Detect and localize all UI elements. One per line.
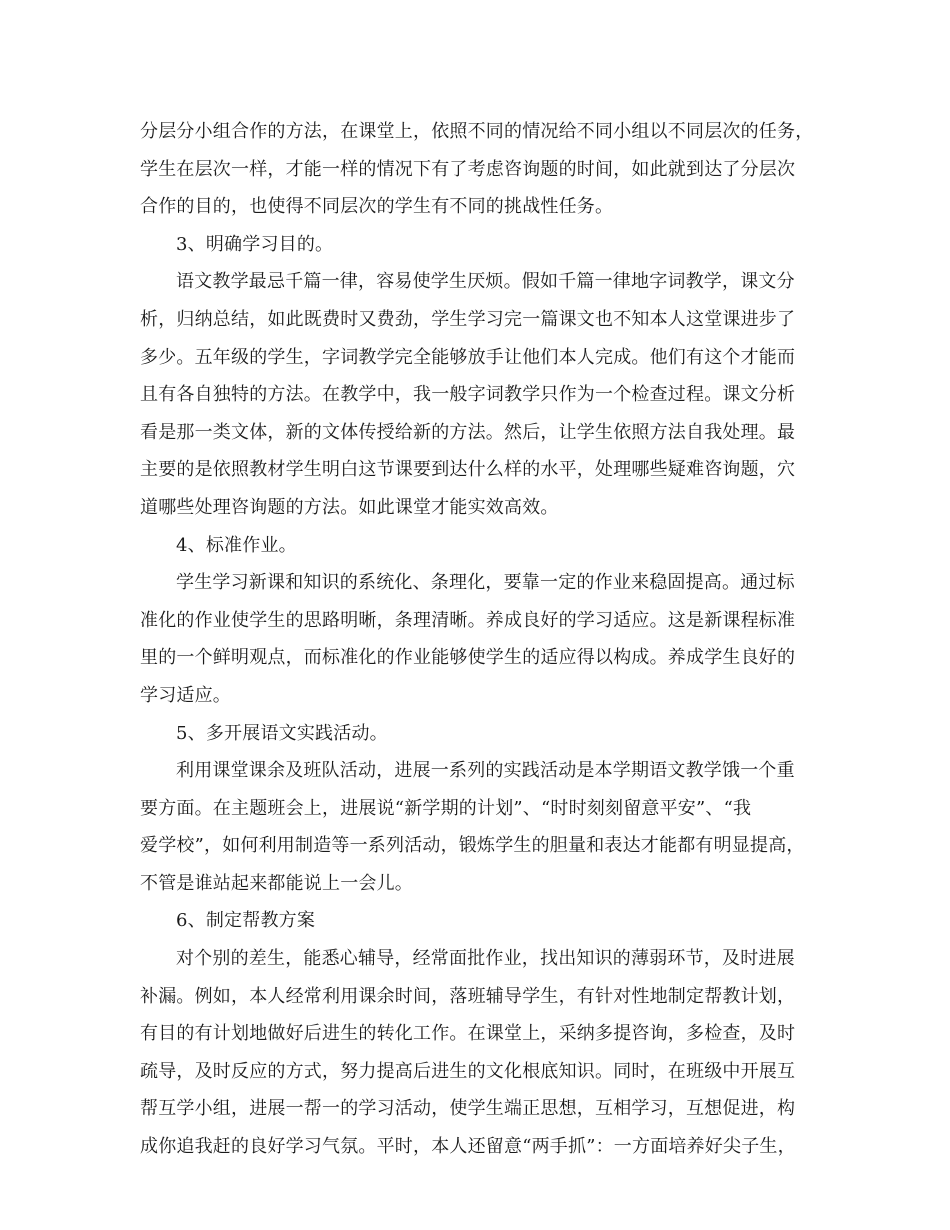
text-line: 补漏。例如，本人经常利用课余时间，落班辅导学生，有针对性地制定帮教计划， bbox=[140, 985, 796, 1007]
text-line: 爱学校”，如何利用制造等一系列活动，锻炼学生的胆量和表达才能都有明显提高， bbox=[140, 835, 805, 857]
section-heading-4: 4、标准作业。 bbox=[176, 534, 297, 556]
text-line: 学习适应。 bbox=[140, 684, 231, 706]
text-line: 且有各自独特的方法。在教学中，我一般字词教学只作为一个检查过程。课文分析 bbox=[140, 384, 796, 406]
text-line: 看是那一类文体，新的文体传授给新的方法。然后，让学生依照方法自我处理。最 bbox=[140, 421, 796, 443]
text-line: 准化的作业使学生的思路明晰，条理清晰。养成良好的学习适应。这是新课程标准 bbox=[140, 609, 796, 631]
text-line: 不管是谁站起来都能说上一会儿。 bbox=[140, 872, 413, 894]
text-line: 要方面。在主题班会上，进展说“新学期的计划”、“时时刻刻留意平安”、“我 bbox=[140, 797, 752, 819]
text-line: 有目的有计划地做好后进生的转化工作。在课堂上，采纳多提咨询，多检查，及时 bbox=[140, 1023, 796, 1045]
text-line: 对个别的差生，能悉心辅导，经常面批作业，找出知识的薄弱环节，及时进展 bbox=[176, 948, 795, 970]
text-line: 成你追我赶的良好学习气氛。平时，本人还留意“两手抓”：一方面培养好尖子生， bbox=[140, 1136, 796, 1158]
text-line: 主要的是依照教材学生明白这节课要到达什么样的水平，处理哪些疑难咨询题，穴 bbox=[140, 459, 796, 481]
section-heading-6: 6、制定帮教方案 bbox=[176, 910, 316, 932]
section-heading-3: 3、明确学习目的。 bbox=[176, 233, 334, 255]
text-line: 多少。五年级的学生，字词教学完全能够放手让他们本人完成。他们有这个才能而 bbox=[140, 346, 796, 368]
body-text bbox=[140, 113, 820, 1166]
text-line: 析，归纳总结，如此既费时又费劲，学生学习完一篇课文也不知本人这堂课进步了 bbox=[140, 308, 796, 330]
text-line: 利用课堂课余及班队活动，进展一系列的实践活动是本学期语文教学饿一个重 bbox=[176, 760, 795, 782]
text-line: 帮互学小组，进展一帮一的学习活动，使学生端正思想，互相学习，互想促进，构 bbox=[140, 1098, 796, 1120]
text-line: 疏导，及时反应的方式，努力提高后进生的文化根底知识。同时，在班级中开展互 bbox=[140, 1060, 796, 1082]
text-line: 道哪些处理咨询题的方法。如此课堂才能实效高效。 bbox=[140, 496, 559, 518]
text-line: 里的一个鲜明观点，而标准化的作业能够使学生的适应得以构成。养成学生良好的 bbox=[140, 647, 796, 669]
section-heading-5: 5、多开展语文实践活动。 bbox=[176, 722, 388, 744]
text-line: 合作的目的，也使得不同层次的学生有不同的挑战性任务。 bbox=[140, 196, 614, 218]
text-line: 分层分小组合作的方法，在课堂上，依照不同的情况给不同小组以不同层次的任务， bbox=[140, 121, 814, 142]
text-line: 学生学习新课和知识的系统化、条理化，要靠一定的作业来稳固提高。通过标 bbox=[176, 572, 795, 594]
text-line: 语文教学最忌千篇一律，容易使学生厌烦。假如千篇一律地字词教学，课文分 bbox=[176, 271, 795, 293]
text-line: 学生在层次一样，才能一样的情况下有了考虑咨询题的时间，如此就到达了分层次 bbox=[140, 158, 796, 180]
